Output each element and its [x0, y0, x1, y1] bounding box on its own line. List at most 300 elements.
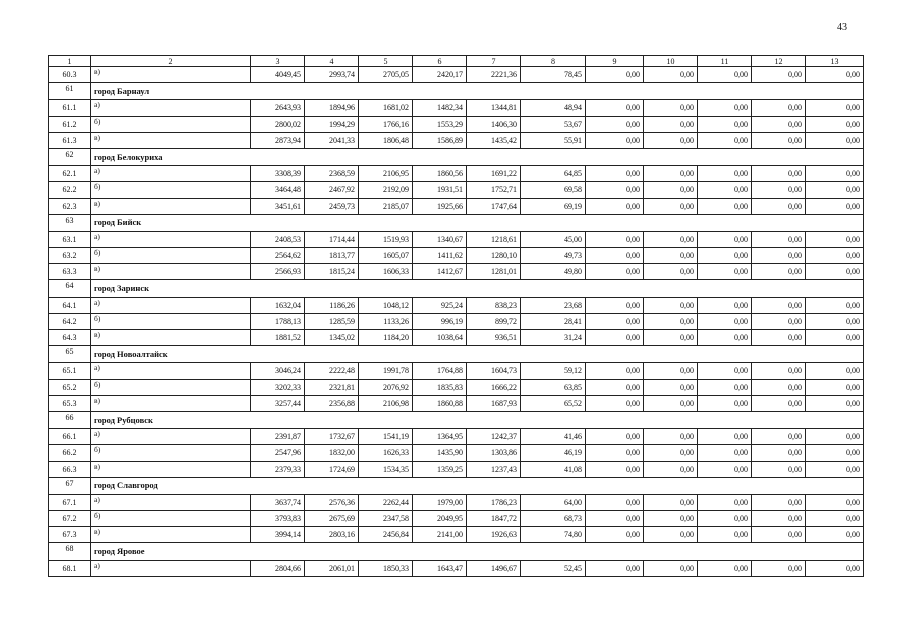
table-cell: 2356,88: [305, 395, 359, 411]
table-cell: 0,00: [806, 560, 864, 576]
city-row: [49, 346, 864, 363]
table-cell: 0,00: [644, 363, 698, 379]
table-row: [49, 363, 864, 379]
table-cell: 69,58: [521, 182, 586, 198]
row-number: 66.3: [49, 461, 91, 477]
table-cell: 0,00: [644, 379, 698, 395]
table-cell: 3451,61: [251, 198, 305, 214]
row-number: 62.3: [49, 198, 91, 214]
table-cell: 49,80: [521, 264, 586, 280]
table-cell: 69,19: [521, 198, 586, 214]
table-cell: 0,00: [644, 166, 698, 182]
table-row: [49, 494, 864, 510]
table-cell: 0,00: [644, 429, 698, 445]
city-name: город Белокуриха: [91, 148, 864, 165]
table-cell: 46,19: [521, 445, 586, 461]
table-cell: 0,00: [586, 132, 644, 148]
table-row: [49, 182, 864, 198]
column-header: 7: [467, 56, 521, 67]
row-number: 63.1: [49, 231, 91, 247]
table-cell: 1747,64: [467, 198, 521, 214]
city-name: город Рубцовск: [91, 411, 864, 428]
table-cell: 1860,56: [413, 166, 467, 182]
table-cell: 0,00: [806, 264, 864, 280]
table-cell: 63,85: [521, 379, 586, 395]
table-cell: 0,00: [752, 297, 806, 313]
city-name: город Заринск: [91, 280, 864, 297]
table-cell: 2420,17: [413, 67, 467, 83]
table-cell: 2106,98: [359, 395, 413, 411]
table-cell: 0,00: [644, 330, 698, 346]
table-cell: 0,00: [752, 494, 806, 510]
table-cell: 1411,62: [413, 248, 467, 264]
table-row: [49, 330, 864, 346]
table-cell: 0,00: [752, 330, 806, 346]
table-row: [49, 116, 864, 132]
table-cell: 2675,69: [305, 511, 359, 527]
table-cell: 1606,33: [359, 264, 413, 280]
table-cell: 0,00: [698, 445, 752, 461]
table-cell: 0,00: [752, 198, 806, 214]
table-cell: 1832,00: [305, 445, 359, 461]
table-cell: 0,00: [698, 395, 752, 411]
row-number: 61: [49, 83, 91, 100]
table-cell: 0,00: [698, 313, 752, 329]
column-header: 1: [49, 56, 91, 67]
table-cell: 899,72: [467, 313, 521, 329]
table-cell: 0,00: [586, 297, 644, 313]
table-cell: 1994,29: [305, 116, 359, 132]
city-row: [49, 543, 864, 560]
table-cell: 2221,36: [467, 67, 521, 83]
row-number: 68: [49, 543, 91, 560]
row-subitem: в): [91, 330, 251, 346]
row-number: 62: [49, 148, 91, 165]
table-cell: 49,73: [521, 248, 586, 264]
row-number: 62.1: [49, 166, 91, 182]
table-cell: 0,00: [806, 198, 864, 214]
row-subitem: б): [91, 313, 251, 329]
table-row: [49, 395, 864, 411]
column-header: 6: [413, 56, 467, 67]
row-number: 63.2: [49, 248, 91, 264]
table-cell: 2141,00: [413, 527, 467, 543]
table-cell: 1344,81: [467, 100, 521, 116]
table-cell: 0,00: [698, 363, 752, 379]
table-cell: 1860,88: [413, 395, 467, 411]
table-cell: 0,00: [698, 231, 752, 247]
table-cell: 0,00: [586, 313, 644, 329]
table-cell: 0,00: [698, 100, 752, 116]
table-cell: 53,67: [521, 116, 586, 132]
table-cell: 0,00: [698, 116, 752, 132]
city-name: город Новоалтайск: [91, 346, 864, 363]
table-cell: 0,00: [698, 379, 752, 395]
table-cell: 2076,92: [359, 379, 413, 395]
table-cell: 1626,33: [359, 445, 413, 461]
city-row: [49, 83, 864, 100]
table-row: [49, 100, 864, 116]
table-cell: 0,00: [752, 379, 806, 395]
table-row: [49, 67, 864, 83]
row-number: 64.1: [49, 297, 91, 313]
table-cell: 1482,34: [413, 100, 467, 116]
table-cell: 0,00: [644, 494, 698, 510]
table-row: [49, 560, 864, 576]
table-row: [49, 132, 864, 148]
table-cell: 59,12: [521, 363, 586, 379]
table-cell: 0,00: [586, 379, 644, 395]
table-cell: 1925,66: [413, 198, 467, 214]
table-cell: 1991,78: [359, 363, 413, 379]
table-cell: 0,00: [698, 182, 752, 198]
table-cell: 0,00: [698, 330, 752, 346]
table-cell: 1894,96: [305, 100, 359, 116]
table-cell: 1184,20: [359, 330, 413, 346]
column-header: 3: [251, 56, 305, 67]
table-cell: 0,00: [586, 116, 644, 132]
table-cell: 0,00: [752, 100, 806, 116]
table-row: [49, 445, 864, 461]
row-number: 60.3: [49, 67, 91, 83]
table-cell: 0,00: [806, 363, 864, 379]
table-cell: 2576,36: [305, 494, 359, 510]
table-cell: 1359,25: [413, 461, 467, 477]
table-cell: 0,00: [806, 297, 864, 313]
table-row: [49, 198, 864, 214]
table-cell: 2222,48: [305, 363, 359, 379]
table-cell: 1303,86: [467, 445, 521, 461]
table-cell: 1724,69: [305, 461, 359, 477]
table-cell: 1714,44: [305, 231, 359, 247]
table-cell: 1766,16: [359, 116, 413, 132]
table-cell: 936,51: [467, 330, 521, 346]
row-subitem: а): [91, 100, 251, 116]
table-cell: 1534,35: [359, 461, 413, 477]
table-cell: 0,00: [752, 248, 806, 264]
table-cell: 1038,64: [413, 330, 467, 346]
table-cell: 1847,72: [467, 511, 521, 527]
table-cell: 1881,52: [251, 330, 305, 346]
row-number: 66.1: [49, 429, 91, 445]
row-number: 67.1: [49, 494, 91, 510]
table-cell: 1048,12: [359, 297, 413, 313]
table-cell: 1412,67: [413, 264, 467, 280]
row-subitem: а): [91, 231, 251, 247]
table-cell: 1519,93: [359, 231, 413, 247]
table-cell: 1285,59: [305, 313, 359, 329]
table-cell: 0,00: [586, 363, 644, 379]
table-cell: 1186,26: [305, 297, 359, 313]
table-cell: 0,00: [586, 198, 644, 214]
row-subitem: а): [91, 166, 251, 182]
table-cell: 1632,04: [251, 297, 305, 313]
table-cell: 0,00: [644, 461, 698, 477]
table-cell: 0,00: [644, 67, 698, 83]
table-cell: 2873,94: [251, 132, 305, 148]
row-number: 65.2: [49, 379, 91, 395]
row-number: 61.3: [49, 132, 91, 148]
column-header: 5: [359, 56, 413, 67]
table-cell: 1218,61: [467, 231, 521, 247]
table-cell: 3793,83: [251, 511, 305, 527]
tariff-table: [48, 55, 864, 577]
table-cell: 1931,51: [413, 182, 467, 198]
table-cell: 2368,59: [305, 166, 359, 182]
table-cell: 0,00: [586, 395, 644, 411]
row-subitem: б): [91, 248, 251, 264]
table-cell: 925,24: [413, 297, 467, 313]
table-cell: 2408,53: [251, 231, 305, 247]
table-cell: 0,00: [806, 166, 864, 182]
table-cell: 0,00: [698, 198, 752, 214]
table-cell: 0,00: [752, 313, 806, 329]
table-cell: 0,00: [698, 264, 752, 280]
table-cell: 0,00: [586, 461, 644, 477]
table-cell: 0,00: [698, 166, 752, 182]
table-cell: 1835,83: [413, 379, 467, 395]
table-row: [49, 166, 864, 182]
table-row: [49, 231, 864, 247]
table-cell: 1643,47: [413, 560, 467, 576]
row-subitem: а): [91, 560, 251, 576]
city-name: город Барнаул: [91, 83, 864, 100]
table-cell: 2566,93: [251, 264, 305, 280]
table-cell: 1364,95: [413, 429, 467, 445]
row-subitem: а): [91, 429, 251, 445]
table-cell: 0,00: [586, 166, 644, 182]
city-row: [49, 477, 864, 494]
table-cell: 0,00: [586, 527, 644, 543]
table-cell: 1691,22: [467, 166, 521, 182]
table-cell: 2800,02: [251, 116, 305, 132]
table-cell: 2459,73: [305, 198, 359, 214]
table-cell: 65,52: [521, 395, 586, 411]
table-cell: 0,00: [586, 494, 644, 510]
table-cell: 0,00: [806, 429, 864, 445]
table-cell: 1345,02: [305, 330, 359, 346]
table-cell: 0,00: [806, 100, 864, 116]
table-cell: 0,00: [806, 511, 864, 527]
table-cell: 1553,29: [413, 116, 467, 132]
table-cell: 28,41: [521, 313, 586, 329]
table-cell: 2993,74: [305, 67, 359, 83]
table-cell: 0,00: [586, 248, 644, 264]
table-cell: 0,00: [752, 264, 806, 280]
table-cell: 1133,26: [359, 313, 413, 329]
table-cell: 0,00: [644, 198, 698, 214]
table-cell: 1815,24: [305, 264, 359, 280]
row-subitem: б): [91, 379, 251, 395]
city-row: [49, 411, 864, 428]
row-number: 65.1: [49, 363, 91, 379]
table-cell: 0,00: [806, 248, 864, 264]
table-cell: 0,00: [752, 116, 806, 132]
table-cell: 2185,07: [359, 198, 413, 214]
row-number: 64.2: [49, 313, 91, 329]
table-cell: 3308,39: [251, 166, 305, 182]
row-subitem: в): [91, 198, 251, 214]
table-cell: 0,00: [806, 395, 864, 411]
table-body: [49, 56, 864, 577]
table-cell: 1666,22: [467, 379, 521, 395]
city-row: [49, 214, 864, 231]
table-cell: 0,00: [644, 100, 698, 116]
city-row: [49, 280, 864, 297]
column-header: 8: [521, 56, 586, 67]
table-cell: 0,00: [698, 297, 752, 313]
table-cell: 0,00: [586, 560, 644, 576]
table-row: [49, 313, 864, 329]
table-cell: 0,00: [752, 461, 806, 477]
city-row: [49, 148, 864, 165]
table-cell: 0,00: [752, 363, 806, 379]
row-number: 67: [49, 477, 91, 494]
table-cell: 1237,43: [467, 461, 521, 477]
table-row: [49, 379, 864, 395]
row-subitem: а): [91, 363, 251, 379]
table-cell: 74,80: [521, 527, 586, 543]
column-header: 4: [305, 56, 359, 67]
row-number: 61.1: [49, 100, 91, 116]
table-cell: 31,24: [521, 330, 586, 346]
row-number: 65.3: [49, 395, 91, 411]
table-cell: 2321,81: [305, 379, 359, 395]
row-subitem: в): [91, 461, 251, 477]
table-cell: 1586,89: [413, 132, 467, 148]
table-cell: 64,00: [521, 494, 586, 510]
table-row: [49, 248, 864, 264]
table-row: [49, 264, 864, 280]
table-cell: 0,00: [644, 511, 698, 527]
table-cell: 2049,95: [413, 511, 467, 527]
table-cell: 0,00: [644, 395, 698, 411]
table-cell: 1806,48: [359, 132, 413, 148]
table-cell: 3464,48: [251, 182, 305, 198]
table-row: [49, 511, 864, 527]
table-cell: 0,00: [806, 116, 864, 132]
table-cell: 0,00: [806, 330, 864, 346]
table-cell: 2643,93: [251, 100, 305, 116]
table-cell: 0,00: [698, 560, 752, 576]
table-cell: 41,08: [521, 461, 586, 477]
table-cell: 55,91: [521, 132, 586, 148]
header-row: [49, 56, 864, 67]
row-subitem: в): [91, 527, 251, 543]
table-cell: 2564,62: [251, 248, 305, 264]
table-cell: 0,00: [586, 511, 644, 527]
table-cell: 0,00: [644, 231, 698, 247]
table-cell: 2467,92: [305, 182, 359, 198]
table-cell: 0,00: [644, 527, 698, 543]
table-cell: 0,00: [752, 67, 806, 83]
table-cell: 0,00: [586, 67, 644, 83]
table-cell: 1850,33: [359, 560, 413, 576]
table-cell: 0,00: [752, 166, 806, 182]
table-cell: 0,00: [698, 527, 752, 543]
table-cell: 2061,01: [305, 560, 359, 576]
table-cell: 0,00: [698, 67, 752, 83]
page-number: 43: [837, 22, 847, 33]
table-cell: 1764,88: [413, 363, 467, 379]
table-cell: 1605,07: [359, 248, 413, 264]
table-cell: 1242,37: [467, 429, 521, 445]
table-cell: 0,00: [698, 248, 752, 264]
row-subitem: в): [91, 395, 251, 411]
column-header: 11: [698, 56, 752, 67]
row-subitem: в): [91, 67, 251, 83]
table-cell: 3046,24: [251, 363, 305, 379]
table-cell: 1979,00: [413, 494, 467, 510]
table-cell: 1280,10: [467, 248, 521, 264]
table-cell: 52,45: [521, 560, 586, 576]
row-subitem: б): [91, 182, 251, 198]
row-number: 67.2: [49, 511, 91, 527]
table-cell: 0,00: [752, 395, 806, 411]
table-cell: 0,00: [644, 313, 698, 329]
table-cell: 838,23: [467, 297, 521, 313]
row-subitem: в): [91, 132, 251, 148]
table-row: [49, 461, 864, 477]
table-cell: 1687,93: [467, 395, 521, 411]
row-number: 64: [49, 280, 91, 297]
table-cell: 2347,58: [359, 511, 413, 527]
table-cell: 3994,14: [251, 527, 305, 543]
table-cell: 2192,09: [359, 182, 413, 198]
table-cell: 1813,77: [305, 248, 359, 264]
table-cell: 2456,84: [359, 527, 413, 543]
table-cell: 0,00: [806, 461, 864, 477]
row-subitem: б): [91, 511, 251, 527]
table-cell: 78,45: [521, 67, 586, 83]
table-cell: 0,00: [752, 527, 806, 543]
city-name: город Яровое: [91, 543, 864, 560]
table-cell: 0,00: [644, 445, 698, 461]
table-cell: 1435,42: [467, 132, 521, 148]
table-cell: 41,46: [521, 429, 586, 445]
table-cell: 45,00: [521, 231, 586, 247]
table-cell: 0,00: [752, 445, 806, 461]
table-cell: 4049,45: [251, 67, 305, 83]
table-cell: 1406,30: [467, 116, 521, 132]
table-cell: 1604,73: [467, 363, 521, 379]
table-cell: 0,00: [586, 445, 644, 461]
table-cell: 2547,96: [251, 445, 305, 461]
table-cell: 0,00: [698, 461, 752, 477]
table-cell: 0,00: [698, 132, 752, 148]
table-row: [49, 429, 864, 445]
table-cell: 2803,16: [305, 527, 359, 543]
table-cell: 0,00: [752, 429, 806, 445]
table-cell: 0,00: [644, 116, 698, 132]
column-header: 9: [586, 56, 644, 67]
table-cell: 3257,44: [251, 395, 305, 411]
table-cell: 0,00: [806, 445, 864, 461]
table-cell: 0,00: [586, 182, 644, 198]
row-subitem: а): [91, 494, 251, 510]
table-cell: 0,00: [806, 379, 864, 395]
table-cell: 3202,33: [251, 379, 305, 395]
table-cell: 996,19: [413, 313, 467, 329]
table-cell: 0,00: [752, 132, 806, 148]
row-subitem: а): [91, 297, 251, 313]
table-cell: 0,00: [644, 297, 698, 313]
table-cell: 0,00: [806, 132, 864, 148]
table-cell: 1496,67: [467, 560, 521, 576]
table-cell: 23,68: [521, 297, 586, 313]
column-header: 12: [752, 56, 806, 67]
table-cell: 0,00: [698, 429, 752, 445]
